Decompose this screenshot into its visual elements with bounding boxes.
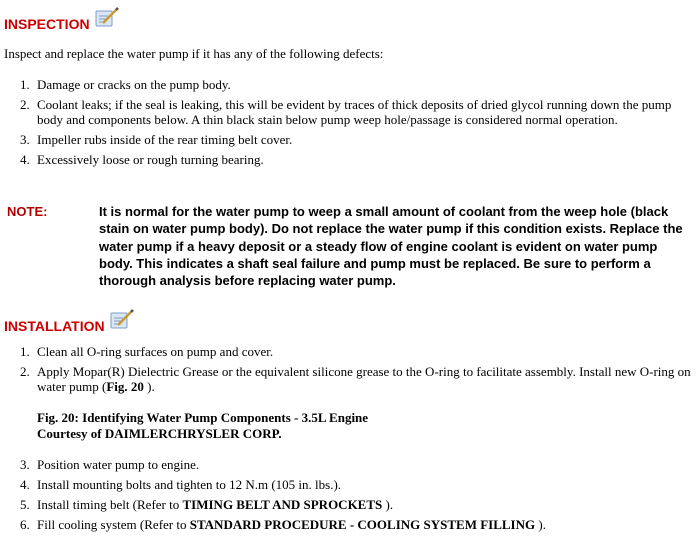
fig-link[interactable]: Fig. 20	[106, 379, 144, 394]
figure-credit: Courtesy of DAIMLERCHRYSLER CORP.	[37, 426, 282, 441]
figure-caption	[37, 410, 368, 442]
note-pencil-icon	[94, 6, 120, 28]
figure-title: Fig. 20: Identifying Water Pump Components - 3.5L Engine	[37, 410, 369, 425]
installation-list-b	[0, 457, 692, 537]
timing-belt-link[interactable]: TIMING BELT AND SPROCKETS	[182, 497, 383, 512]
list-item: 1. Damage or cracks on the pump body.	[20, 77, 231, 92]
installation-heading	[4, 312, 135, 334]
inspection-intro: Inspect and replace the water pump if it has any of the following defects:	[4, 46, 384, 61]
list-item: 5. Install timing belt (Refer to TIMING BELT AND SPROCKETS ).	[20, 497, 394, 512]
note-text: It is normal for the water pump to weep a small amount of coolant from the weep hole (black stain on water pump body). Do not replace the water pump if this condition exists. Replace the water pump if a heavy deposit or a steady flow of engine coolant is evident on water pump body. This indicates a shaft seal failure and pump must be replaced. Be sure to perform a thorough analysis before replacing water pump.	[99, 204, 683, 289]
list-item: 2. Apply Mopar(R) Dielectric Grease or the equivalent silicone grease to the O-ring to facilitate assembly. Install new O-ring on water pump (Fig. 20 ).	[20, 364, 691, 394]
inspection-list	[0, 77, 692, 172]
list-item: 1. Clean all O-ring surfaces on pump and cover.	[20, 344, 274, 359]
inspection-title: INSPECTION	[4, 16, 90, 32]
list-item: 3. Impeller rubs inside of the rear timing belt cover.	[20, 132, 293, 147]
cooling-filling-link[interactable]: STANDARD PROCEDURE - COOLING SYSTEM FILLING	[189, 517, 536, 532]
inspection-heading	[4, 10, 120, 32]
installation-list-a	[0, 344, 692, 399]
list-item: 2. Coolant leaks; if the seal is leaking, this will be evident by traces of thick deposits of dried glycol running down the pump body and components below. A thin black stain below pump weep hole/passage is considered normal operation.	[20, 97, 672, 127]
installation-title: INSTALLATION	[4, 318, 105, 334]
list-item: 4. Install mounting bolts and tighten to 12 N.m (105 in. lbs.).	[20, 477, 342, 492]
note-pencil-icon	[109, 308, 135, 330]
list-item: 4. Excessively loose or rough turning bearing.	[20, 152, 264, 167]
note-label: NOTE:	[7, 204, 48, 219]
list-item: 3. Position water pump to engine.	[20, 457, 200, 472]
list-item: 6. Fill cooling system (Refer to STANDARD PROCEDURE - COOLING SYSTEM FILLING ).	[20, 517, 546, 532]
